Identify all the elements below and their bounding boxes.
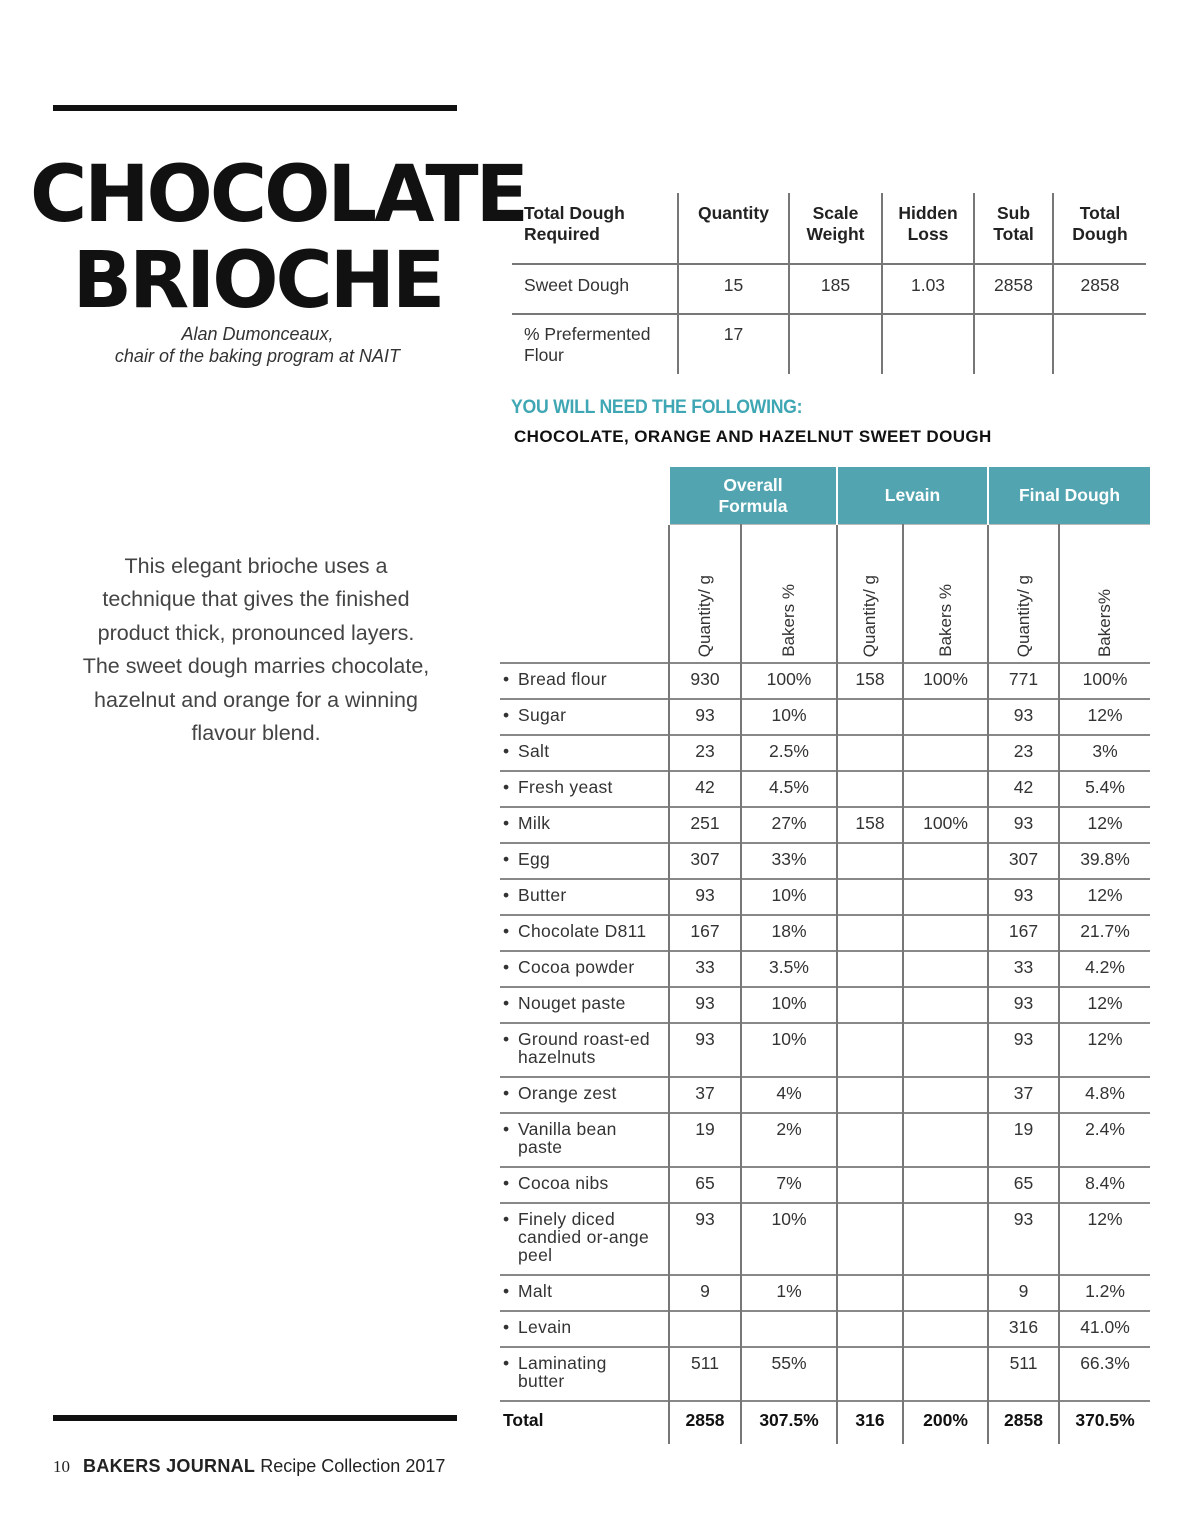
bullet-icon: • bbox=[503, 1353, 510, 1373]
ingredient-name: Vanilla bean paste bbox=[518, 1119, 617, 1157]
value-cell: 2.5% bbox=[741, 735, 837, 771]
footer bbox=[53, 1456, 445, 1477]
value-cell: 33% bbox=[741, 843, 837, 879]
bullet-icon: • bbox=[503, 813, 510, 833]
value-cell: 33 bbox=[669, 951, 741, 987]
value-cell bbox=[837, 771, 903, 807]
total-row bbox=[500, 1401, 1150, 1444]
value-cell: 93 bbox=[669, 699, 741, 735]
value-cell: 10% bbox=[741, 1023, 837, 1077]
value-cell: 93 bbox=[988, 987, 1059, 1023]
bullet-icon: • bbox=[503, 849, 510, 869]
value-cell: 4.2% bbox=[1059, 951, 1150, 987]
total-dough-table bbox=[512, 193, 1146, 374]
value-cell: 37 bbox=[669, 1077, 741, 1113]
ingredient-name: Laminating butter bbox=[518, 1353, 607, 1391]
dough-header: Total Dough bbox=[1053, 193, 1146, 264]
value-cell: 12% bbox=[1059, 879, 1150, 915]
top-rule bbox=[53, 105, 457, 111]
value-cell bbox=[903, 1167, 988, 1203]
value-cell: 7% bbox=[741, 1167, 837, 1203]
value-cell: 93 bbox=[669, 879, 741, 915]
bullet-icon: • bbox=[503, 705, 510, 725]
value-cell: 1% bbox=[741, 1275, 837, 1311]
group-header-overall: Overall Formula bbox=[669, 467, 837, 525]
value-cell bbox=[837, 1275, 903, 1311]
value-cell: 93 bbox=[988, 1203, 1059, 1275]
ingredient-name: Nouget paste bbox=[518, 993, 626, 1013]
value-cell bbox=[903, 951, 988, 987]
ingredient-cell bbox=[500, 699, 669, 735]
ingredient-cell bbox=[500, 1077, 669, 1113]
value-cell bbox=[837, 1023, 903, 1077]
value-cell bbox=[741, 1311, 837, 1347]
value-cell: 65 bbox=[669, 1167, 741, 1203]
subcolumn-header: Quantity/ g bbox=[837, 525, 903, 664]
value-cell bbox=[837, 735, 903, 771]
ingredient-name: Butter bbox=[518, 885, 567, 905]
value-cell: 167 bbox=[988, 915, 1059, 951]
value-cell bbox=[837, 951, 903, 987]
intro-paragraph: This elegant brioche uses a technique that gives the finished product thick, pronounced layers. The sweet dough marries chocolate, hazelnut and orange for a winning flavour blend. bbox=[82, 554, 430, 746]
value-cell bbox=[903, 1275, 988, 1311]
value-cell: 18% bbox=[741, 915, 837, 951]
ingredient-cell bbox=[500, 951, 669, 987]
page-title bbox=[30, 150, 526, 326]
ingredient-row bbox=[500, 951, 1150, 987]
dough-row bbox=[512, 314, 1146, 374]
value-cell bbox=[903, 735, 988, 771]
value-cell: 93 bbox=[669, 1203, 741, 1275]
value-cell bbox=[837, 1167, 903, 1203]
value-cell: 100% bbox=[741, 663, 837, 699]
ingredient-name: Cocoa powder bbox=[518, 957, 635, 977]
value-cell: 1.2% bbox=[1059, 1275, 1150, 1311]
value-cell: 316 bbox=[988, 1311, 1059, 1347]
ingredient-cell bbox=[500, 663, 669, 699]
value-cell bbox=[837, 1347, 903, 1401]
dough-header: Scale Weight bbox=[789, 193, 882, 264]
subcolumn-header: Quantity/ g bbox=[669, 525, 741, 664]
bullet-icon: • bbox=[503, 1281, 510, 1301]
title-line-1: CHOCOLATE bbox=[30, 150, 526, 240]
value-cell: 10% bbox=[741, 699, 837, 735]
ingredient-row bbox=[500, 915, 1150, 951]
value-cell: 158 bbox=[837, 807, 903, 843]
bullet-icon: • bbox=[503, 1209, 510, 1229]
subcolumn-header: Quantity/ g bbox=[988, 525, 1059, 664]
subcolumn-header: Bakers % bbox=[903, 525, 988, 664]
value-cell bbox=[903, 1203, 988, 1275]
value-cell: 167 bbox=[669, 915, 741, 951]
byline-role: chair of the baking program at NAIT bbox=[114, 346, 401, 366]
value-cell: 10% bbox=[741, 1203, 837, 1275]
value-cell bbox=[903, 1311, 988, 1347]
ingredient-row bbox=[500, 1023, 1150, 1077]
value-cell: 12% bbox=[1059, 1023, 1150, 1077]
ingredient-cell bbox=[500, 771, 669, 807]
value-cell: 9 bbox=[988, 1275, 1059, 1311]
value-cell bbox=[903, 915, 988, 951]
value-cell: 9 bbox=[669, 1275, 741, 1311]
value-cell: 93 bbox=[988, 807, 1059, 843]
ingredient-row bbox=[500, 663, 1150, 699]
dough-cell: 15 bbox=[678, 264, 789, 314]
group-header-levain: Levain bbox=[837, 467, 988, 525]
value-cell: 100% bbox=[903, 807, 988, 843]
bullet-icon: • bbox=[503, 921, 510, 941]
bullet-icon: • bbox=[503, 669, 510, 689]
ingredient-name: Chocolate D811 bbox=[518, 921, 647, 941]
ingredient-name: Egg bbox=[518, 849, 551, 869]
value-cell: 10% bbox=[741, 879, 837, 915]
value-cell bbox=[837, 1113, 903, 1167]
value-cell bbox=[903, 1113, 988, 1167]
value-cell bbox=[903, 1077, 988, 1113]
bottom-rule bbox=[53, 1415, 457, 1421]
dough-cell: 2858 bbox=[1053, 264, 1146, 314]
ingredient-cell bbox=[500, 807, 669, 843]
need-heading: YOU WILL NEED THE FOLLOWING: bbox=[511, 397, 803, 418]
ingredient-cell bbox=[500, 843, 669, 879]
value-cell: 93 bbox=[988, 699, 1059, 735]
bullet-icon: • bbox=[503, 1083, 510, 1103]
page-number: 10 bbox=[53, 1457, 70, 1476]
dough-header: Sub Total bbox=[974, 193, 1053, 264]
ingredient-name: Ground roast-ed hazelnuts bbox=[518, 1029, 650, 1067]
ingredient-row bbox=[500, 1167, 1150, 1203]
ingredient-name: Salt bbox=[518, 741, 550, 761]
total-cell: 200% bbox=[903, 1401, 988, 1444]
value-cell bbox=[837, 915, 903, 951]
dough-cell bbox=[789, 314, 882, 374]
value-cell: 12% bbox=[1059, 699, 1150, 735]
ingredient-row bbox=[500, 1275, 1150, 1311]
dough-row bbox=[512, 264, 1146, 314]
ingredient-row bbox=[500, 1113, 1150, 1167]
value-cell: 2% bbox=[741, 1113, 837, 1167]
value-cell: 8.4% bbox=[1059, 1167, 1150, 1203]
ingredient-cell bbox=[500, 1275, 669, 1311]
value-cell bbox=[837, 987, 903, 1023]
ingredient-row bbox=[500, 699, 1150, 735]
ingredient-name: Bread flour bbox=[518, 669, 607, 689]
value-cell bbox=[903, 843, 988, 879]
ingredient-cell bbox=[500, 915, 669, 951]
value-cell bbox=[903, 879, 988, 915]
value-cell bbox=[837, 843, 903, 879]
value-cell: 12% bbox=[1059, 1203, 1150, 1275]
dough-cell: % Prefermented Flour bbox=[512, 314, 678, 374]
ingredient-cell bbox=[500, 879, 669, 915]
value-cell: 21.7% bbox=[1059, 915, 1150, 951]
dough-cell bbox=[882, 314, 974, 374]
ingredient-cell bbox=[500, 987, 669, 1023]
value-cell: 4.5% bbox=[741, 771, 837, 807]
bullet-icon: • bbox=[503, 1029, 510, 1049]
value-cell: 19 bbox=[988, 1113, 1059, 1167]
recipe-subheading: CHOCOLATE, ORANGE AND HAZELNUT SWEET DOUGH bbox=[514, 427, 992, 446]
value-cell: 23 bbox=[669, 735, 741, 771]
total-cell: 307.5% bbox=[741, 1401, 837, 1444]
ingredient-cell bbox=[500, 1167, 669, 1203]
header-spacer bbox=[500, 525, 669, 664]
byline bbox=[40, 323, 475, 367]
value-cell bbox=[903, 987, 988, 1023]
ingredient-row bbox=[500, 879, 1150, 915]
value-cell: 4% bbox=[741, 1077, 837, 1113]
value-cell: 37 bbox=[988, 1077, 1059, 1113]
value-cell: 27% bbox=[741, 807, 837, 843]
dough-cell bbox=[1053, 314, 1146, 374]
ingredient-name: Orange zest bbox=[518, 1083, 617, 1103]
value-cell: 307 bbox=[669, 843, 741, 879]
value-cell: 2.4% bbox=[1059, 1113, 1150, 1167]
subcolumn-header: Bakers % bbox=[741, 525, 837, 664]
bullet-icon: • bbox=[503, 993, 510, 1013]
bullet-icon: • bbox=[503, 1173, 510, 1193]
value-cell: 3% bbox=[1059, 735, 1150, 771]
value-cell: 65 bbox=[988, 1167, 1059, 1203]
total-cell: 2858 bbox=[669, 1401, 741, 1444]
value-cell: 307 bbox=[988, 843, 1059, 879]
subcolumn-header: Bakers% bbox=[1059, 525, 1150, 664]
bullet-icon: • bbox=[503, 741, 510, 761]
ingredient-row bbox=[500, 735, 1150, 771]
value-cell: 12% bbox=[1059, 807, 1150, 843]
dough-cell bbox=[974, 314, 1053, 374]
value-cell: 3.5% bbox=[741, 951, 837, 987]
value-cell bbox=[903, 771, 988, 807]
value-cell bbox=[837, 699, 903, 735]
value-cell: 511 bbox=[988, 1347, 1059, 1401]
value-cell bbox=[837, 1311, 903, 1347]
bullet-icon: • bbox=[503, 1317, 510, 1337]
ingredient-name: Fresh yeast bbox=[518, 777, 613, 797]
group-header-final: Final Dough bbox=[988, 467, 1150, 525]
value-cell: 41.0% bbox=[1059, 1311, 1150, 1347]
value-cell: 93 bbox=[988, 879, 1059, 915]
value-cell: 771 bbox=[988, 663, 1059, 699]
bullet-icon: • bbox=[503, 1119, 510, 1139]
dough-header: Hidden Loss bbox=[882, 193, 974, 264]
bullet-icon: • bbox=[503, 885, 510, 905]
value-cell: 251 bbox=[669, 807, 741, 843]
bullet-icon: • bbox=[503, 957, 510, 977]
value-cell: 93 bbox=[669, 1023, 741, 1077]
value-cell bbox=[903, 1347, 988, 1401]
ingredient-name: Finely diced candied or-ange peel bbox=[518, 1209, 649, 1265]
ingredient-name: Cocoa nibs bbox=[518, 1173, 609, 1193]
ingredient-cell bbox=[500, 1113, 669, 1167]
ingredient-name: Levain bbox=[518, 1317, 572, 1337]
value-cell: 10% bbox=[741, 987, 837, 1023]
header-spacer bbox=[500, 467, 669, 525]
ingredient-row bbox=[500, 1077, 1150, 1113]
value-cell: 100% bbox=[903, 663, 988, 699]
ingredient-cell bbox=[500, 735, 669, 771]
ingredient-cell bbox=[500, 1023, 669, 1077]
total-label: Total bbox=[500, 1401, 669, 1444]
value-cell: 55% bbox=[741, 1347, 837, 1401]
formula-table bbox=[500, 467, 1150, 1444]
value-cell: 39.8% bbox=[1059, 843, 1150, 879]
value-cell: 42 bbox=[988, 771, 1059, 807]
value-cell bbox=[903, 699, 988, 735]
title-line-2: BRIOCHE bbox=[72, 236, 443, 326]
ingredient-name: Milk bbox=[518, 813, 551, 833]
value-cell: 93 bbox=[988, 1023, 1059, 1077]
ingredient-name: Sugar bbox=[518, 705, 567, 725]
value-cell bbox=[837, 1077, 903, 1113]
dough-cell: 2858 bbox=[974, 264, 1053, 314]
value-cell: 23 bbox=[988, 735, 1059, 771]
total-cell: 2858 bbox=[988, 1401, 1059, 1444]
value-cell bbox=[837, 879, 903, 915]
value-cell bbox=[837, 1203, 903, 1275]
dough-cell: 185 bbox=[789, 264, 882, 314]
collection-name: Recipe Collection 2017 bbox=[260, 1456, 446, 1476]
value-cell: 12% bbox=[1059, 987, 1150, 1023]
value-cell: 33 bbox=[988, 951, 1059, 987]
dough-cell: 1.03 bbox=[882, 264, 974, 314]
ingredient-row bbox=[500, 843, 1150, 879]
value-cell: 19 bbox=[669, 1113, 741, 1167]
ingredient-row bbox=[500, 987, 1150, 1023]
dough-cell: Sweet Dough bbox=[512, 264, 678, 314]
ingredient-cell bbox=[500, 1203, 669, 1275]
ingredient-row bbox=[500, 1347, 1150, 1401]
value-cell: 5.4% bbox=[1059, 771, 1150, 807]
value-cell bbox=[669, 1311, 741, 1347]
value-cell: 4.8% bbox=[1059, 1077, 1150, 1113]
ingredient-row bbox=[500, 1203, 1150, 1275]
value-cell: 93 bbox=[669, 987, 741, 1023]
value-cell: 158 bbox=[837, 663, 903, 699]
value-cell bbox=[903, 1023, 988, 1077]
ingredient-row bbox=[500, 807, 1150, 843]
ingredient-row bbox=[500, 1311, 1150, 1347]
dough-cell: 17 bbox=[678, 314, 789, 374]
magazine-name: BAKERS JOURNAL bbox=[83, 1456, 256, 1476]
value-cell: 930 bbox=[669, 663, 741, 699]
value-cell: 511 bbox=[669, 1347, 741, 1401]
dough-header: Quantity bbox=[678, 193, 789, 264]
value-cell: 100% bbox=[1059, 663, 1150, 699]
ingredient-name: Malt bbox=[518, 1281, 553, 1301]
byline-name: Alan Dumonceaux, bbox=[181, 324, 334, 344]
value-cell: 42 bbox=[669, 771, 741, 807]
dough-header: Total Dough Required bbox=[524, 203, 625, 244]
bullet-icon: • bbox=[503, 777, 510, 797]
ingredient-row bbox=[500, 771, 1150, 807]
value-cell: 66.3% bbox=[1059, 1347, 1150, 1401]
ingredient-cell bbox=[500, 1311, 669, 1347]
total-cell: 370.5% bbox=[1059, 1401, 1150, 1444]
total-cell: 316 bbox=[837, 1401, 903, 1444]
ingredient-cell bbox=[500, 1347, 669, 1401]
